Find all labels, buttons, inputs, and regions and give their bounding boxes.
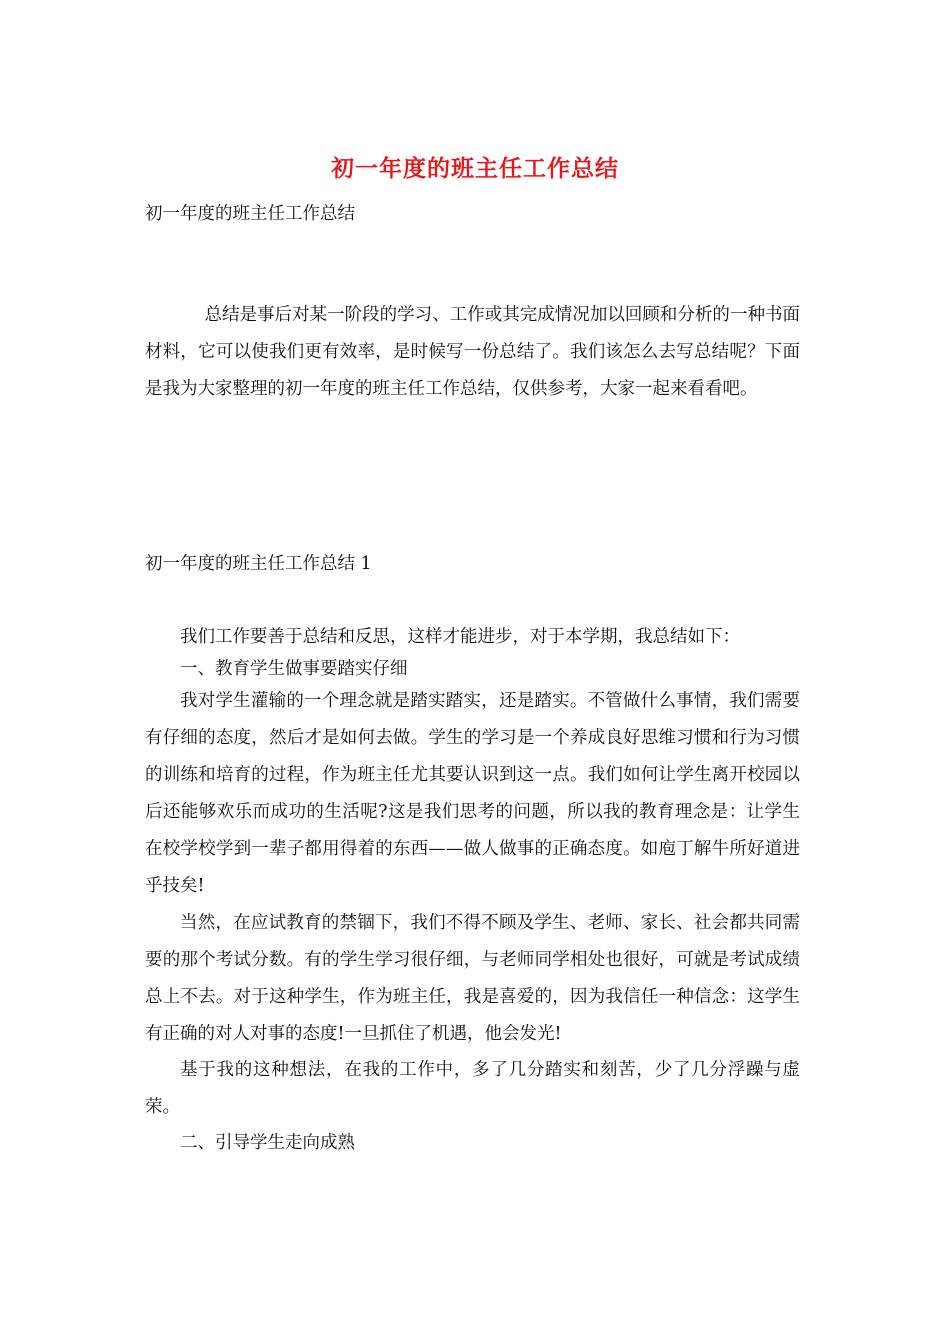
paragraph-body: 我对学生灌输的一个理念就是踏实踏实，还是踏实。不管做什么事情，我们需要有仔细的态度，然后才是如何去做。学生的学习是一个养成良好思维习惯和行为习惯的训练和培育的过程，作为班主任尤其要认识到这一点。我们如何让学生离开校园以后还能够欢乐而成功的生活呢?这是我们思考的问题，所以我的教育理念是：让学生在校学校学到一辈子都用得着的东西——做人做事的正确态度。如庖丁解牛所好道进乎技矣! <box>145 691 800 896</box>
paragraph-body: 基于我的这种想法，在我的工作中，多了几分踏实和刻苦，少了几分浮躁与虚荣。 <box>145 1060 800 1117</box>
document-title: 初一年度的班主任工作总结 <box>331 155 619 182</box>
subheading-two: 二、引导学生走向成熟 <box>180 1133 355 1153</box>
paragraph-opening: 我们工作要善于总结和反思，这样才能进步，对于本学期，我总结如下： <box>180 627 740 647</box>
subheading-one: 一、教育学生做事要踏实仔细 <box>180 659 408 679</box>
paragraph-body: 当然，在应试教育的禁锢下，我们不得不顾及学生、老师、家长、社会都共同需要的那个考试分数。有的学生学习很仔细，与老师同学相处也很好，可就是考试成绩总上不去。对于这种学生，作为班主任，我是喜爱的，因为我信任一种信念：这学生有正确的对人对事的态度!一旦抓住了机遇，他会发光! <box>145 913 800 1044</box>
section-heading: 初一年度的班主任工作总结 1 <box>145 554 372 574</box>
document-subtitle: 初一年度的班主任工作总结 <box>145 204 355 224</box>
intro-paragraph: 总结是事后对某一阶段的学习、工作或其完成情况加以回顾和分析的一种书面材料，它可以使我们更有效率，是时候写一份总结了。我们该怎么去写总结呢？下面是我为大家整理的初一年度的班主任工作总结，仅供参考，大家一起来看看吧。 <box>145 305 800 399</box>
